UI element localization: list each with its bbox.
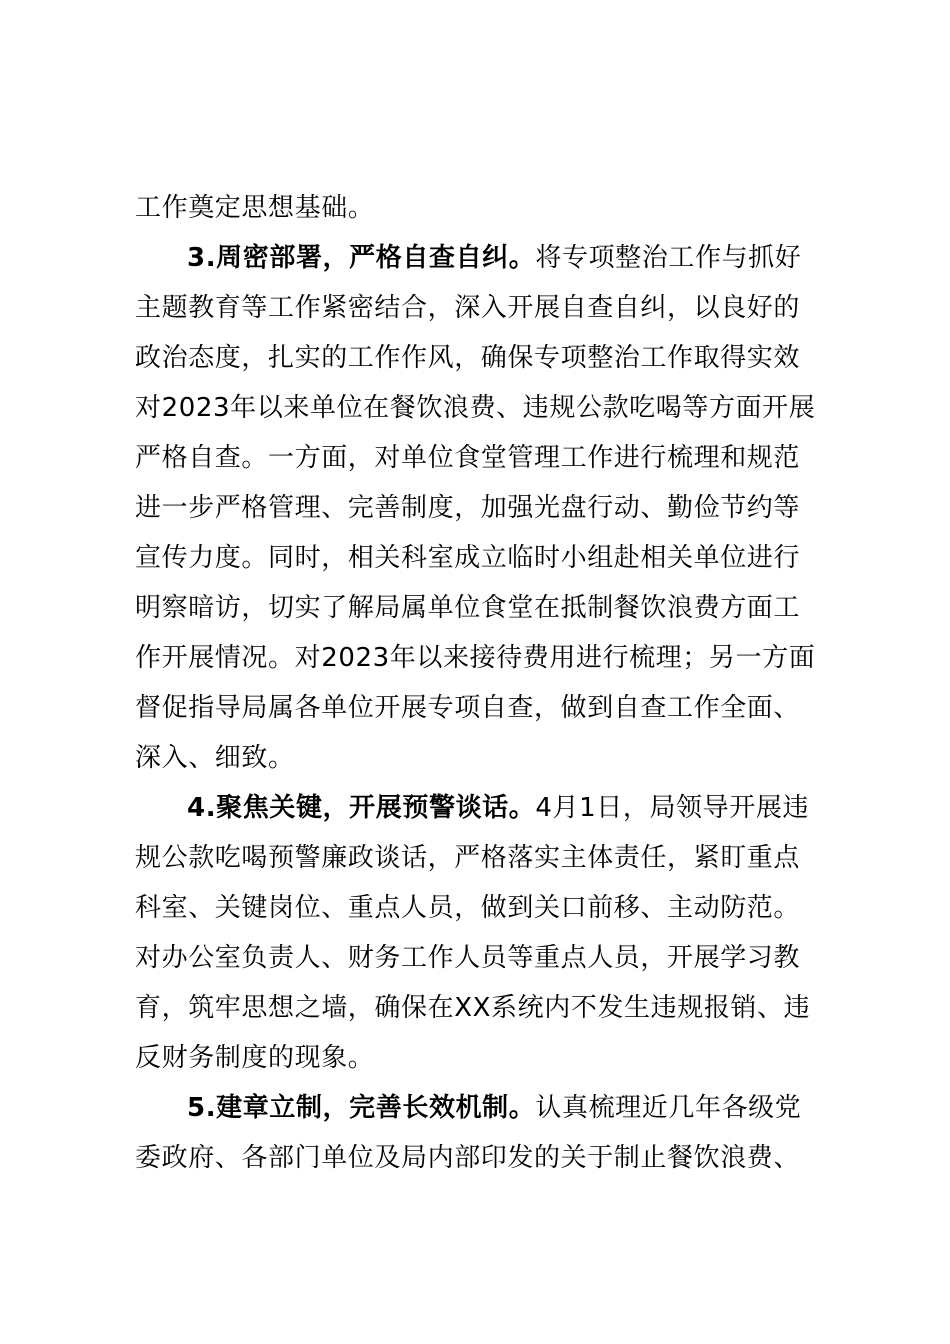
text-line <box>135 988 855 1028</box>
text-line <box>135 938 855 978</box>
text-line <box>135 888 855 928</box>
line-text: 对办公室负责人、财务工作人员等重点人员，开展学习教 <box>135 943 801 973</box>
line-text: 规公款吃喝预警廉政谈话，严格落实主体责任，紧盯重点 <box>135 843 801 873</box>
section-3-first-line <box>187 238 855 278</box>
line-text: 4月1日，局领导开展违 <box>535 793 810 823</box>
line-text: 深入、细致。 <box>135 743 295 773</box>
line-text: 对2023年以来单位在餐饮浪费、违规公款吃喝等方面开展 <box>135 393 816 423</box>
line-text: 宣传力度。同时，相关科室成立临时小组赴相关单位进行 <box>135 543 801 573</box>
text-line <box>135 838 855 878</box>
text-line <box>135 438 855 478</box>
line-text: 工作奠定思想基础。 <box>135 193 375 223</box>
line-text: 明察暗访，切实了解局属单位食堂在抵制餐饮浪费方面工 <box>135 593 801 623</box>
section-5-first-line <box>187 1088 855 1128</box>
text-line <box>135 538 855 578</box>
text-line <box>135 638 855 678</box>
line-text: 督促指导局属各单位开展专项自查，做到自查工作全面、 <box>135 693 801 723</box>
section-3-heading: 3.周密部署，严格自查自纠。 <box>187 243 536 273</box>
text-line <box>135 188 855 228</box>
text-line <box>135 1038 855 1078</box>
line-text: 主题教育等工作紧密结合，深入开展自查自纠，以良好的 <box>135 293 801 323</box>
line-text: 严格自查。一方面，对单位食堂管理工作进行梳理和规范 <box>135 443 801 473</box>
section-5-heading: 5.建章立制，完善长效机制。 <box>187 1093 536 1123</box>
text-line <box>135 1138 855 1178</box>
line-text: 育，筑牢思想之墙，确保在XX系统内不发生违规报销、违 <box>135 993 811 1023</box>
text-line <box>135 488 855 528</box>
text-line <box>135 738 855 778</box>
text-line <box>135 688 855 728</box>
section-4-heading: 4.聚焦关键，开展预警谈话。 <box>187 793 536 823</box>
line-text: 进一步严格管理、完善制度，加强光盘行动、勤俭节约等 <box>135 493 801 523</box>
line-text: 将专项整治工作与抓好 <box>535 243 802 273</box>
text-line <box>135 388 855 428</box>
line-text: 反财务制度的现象。 <box>135 1043 375 1073</box>
line-text: 科室、关键岗位、重点人员，做到关口前移、主动防范。 <box>135 893 801 923</box>
text-line <box>135 338 855 378</box>
text-line <box>135 288 855 328</box>
line-text: 作开展情况。对2023年以来接待费用进行梳理；另一方面 <box>135 643 816 673</box>
line-text: 政治态度，扎实的工作作风，确保专项整治工作取得实效 <box>135 343 801 373</box>
text-line <box>135 588 855 628</box>
line-text: 委政府、各部门单位及局内部印发的关于制止餐饮浪费、 <box>135 1143 801 1173</box>
line-text: 认真梳理近几年各级党 <box>535 1093 802 1123</box>
section-4-first-line <box>187 788 855 828</box>
